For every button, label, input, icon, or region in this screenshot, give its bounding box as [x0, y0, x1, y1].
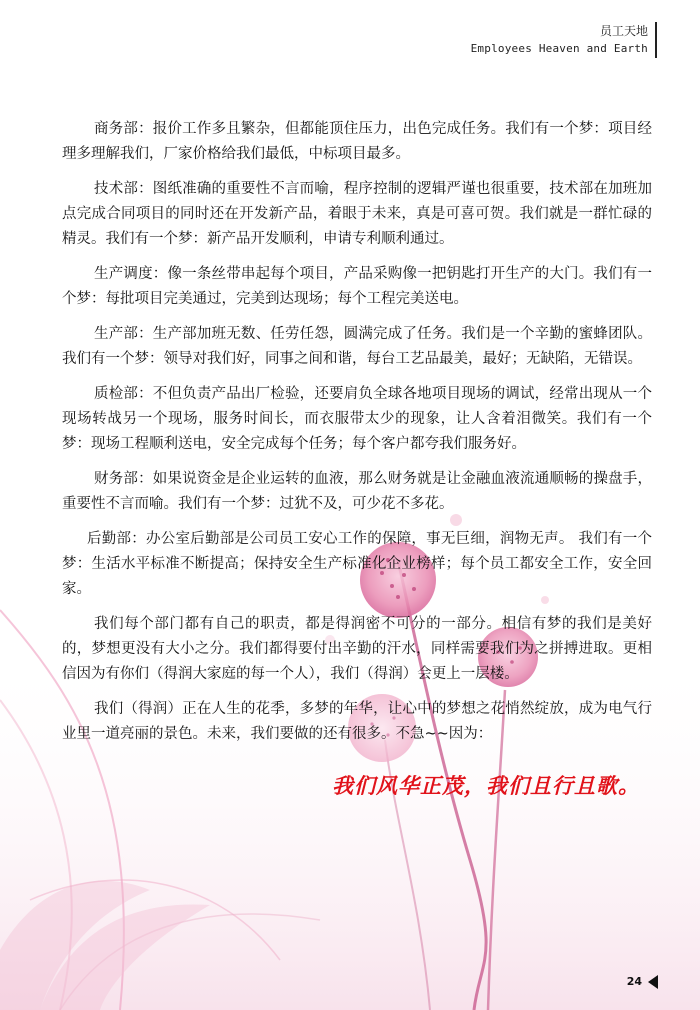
- paragraph-logistics: 后勤部：办公室后勤部是公司员工安心工作的保障，事无巨细，润物无声。 我们有一个梦：生活水平标准不断提高；保持安全生产标准化企业榜样；每个员工都安全工作，安全回家。: [62, 531, 652, 597]
- page-number: 24: [626, 975, 642, 988]
- slogan-text: 我们风华正茂，我们且行且歌。: [332, 773, 640, 798]
- paragraph-production: 生产部：生产部加班无数、任劳任怨，圆满完成了任务。我们是一个辛勤的蜜蜂团队。我们有一个梦：领导对我们好，同事之间和谐，每台工艺品最美，最好；无缺陷，无错误。: [62, 326, 652, 367]
- page-header: [471, 22, 648, 58]
- section-title-cn: 员工天地: [599, 24, 648, 38]
- paragraph-business: 商务部：报价工作多且繁杂，但都能顶住压力，出色完成任务。我们有一个梦：项目经理多理解我们，厂家价格给我们最低，中标项目最多。: [62, 121, 652, 162]
- paragraph-closing: 我们（得润）正在人生的花季，多梦的年华，让心中的梦想之花悄然绽放，成为电气行业里一道亮丽的景色。未来，我们要做的还有很多。不急~~因为：: [62, 701, 652, 742]
- section-title-en: Employees Heaven and Earth: [470, 42, 648, 55]
- header-divider: [655, 22, 657, 58]
- paragraph-finance: 财务部：如果说资金是企业运转的血液，那么财务就是让金融血液流通顺畅的操盘手，重要性不言而喻。我们有一个梦：过犹不及，可少花不多花。: [62, 471, 652, 512]
- page-arrow-icon: [648, 975, 658, 989]
- paragraph-technical: 技术部：图纸准确的重要性不言而喻，程序控制的逻辑严谨也很重要，技术部在加班加点完成合同项目的同时还在开发新产品，着眼于未来，真是可喜可贺。我们就是一群忙碌的精灵。我们有一个梦：新产品开发顺利，申请专利顺利通过。: [62, 181, 652, 247]
- article-body: [62, 117, 652, 757]
- paragraph-scheduling: 生产调度：像一条丝带串起每个项目，产品采购像一把钥匙打开生产的大门。我们有一个梦：每批项目完美通过，完美到达现场；每个工程完美送电。: [62, 266, 652, 307]
- paragraph-quality: 质检部：不但负责产品出厂检验，还要肩负全球各地项目现场的调试，经常出现从一个现场转战另一个现场，服务时间长，而衣服带太少的现象，让人含着泪微笑。我们有一个梦：现场工程顺利送电，安全完成每个任务；每个客户都夸我们服务好。: [62, 386, 652, 452]
- paragraph-summary: 我们每个部门都有自己的职责，都是得润密不可分的一部分。相信有梦的我们是美好的，梦想更没有大小之分。我们都得要付出辛勤的汗水，同样需要我们为之拼搏进取。更相信因为有你们（得润大家庭的每一个人），我们（得润）会更上一层楼。: [62, 616, 652, 682]
